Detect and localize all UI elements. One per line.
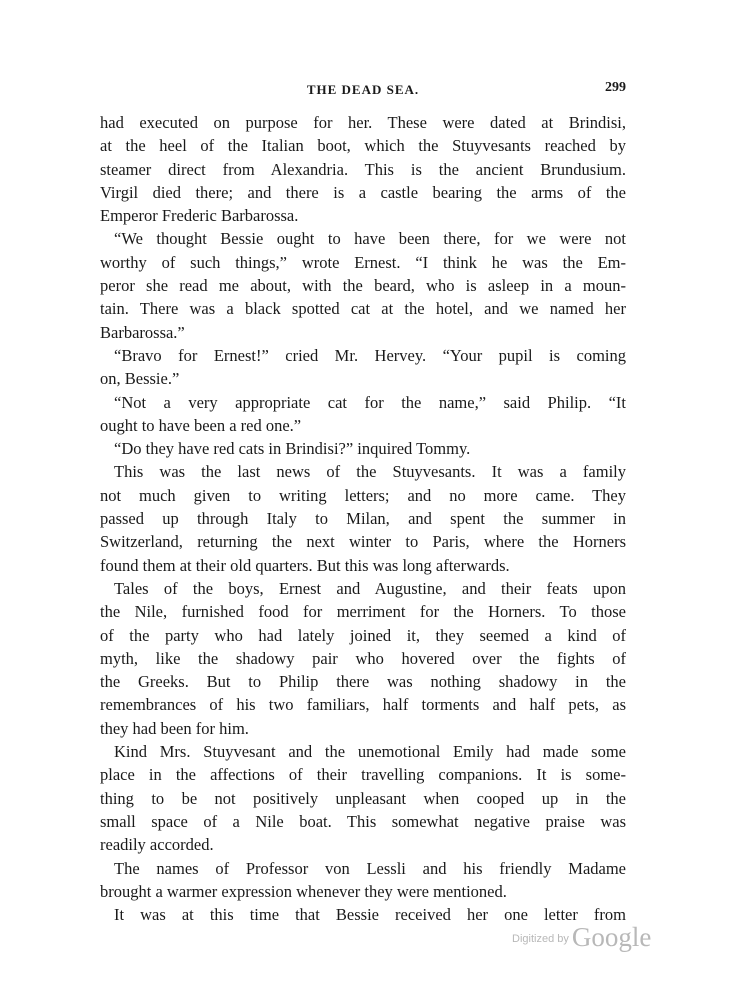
text-line: Barbarossa.” [100, 322, 185, 342]
text-line: at the heel of the Italian boot, which the Stuyvesants reached by [100, 136, 626, 156]
text-line: place in the affections of their travelling companions. It is some- [100, 765, 626, 785]
text-line: brought a warmer expression whenever they were mentioned. [100, 881, 507, 901]
text-line: Tales of the boys, Ernest and Augustine, and their feats upon [114, 578, 626, 598]
text-line: found them at their old quarters. But this was long afterwards. [100, 555, 510, 575]
text-line: Virgil died there; and there is a castle bearing the arms of the [100, 182, 626, 202]
text-line: Switzerland, returning the next winter to Paris, where the Horners [100, 532, 626, 552]
text-line: ought to have been a red one.” [100, 415, 302, 435]
text-line: steamer direct from Alexandria. This is the ancient Brundusium. [100, 159, 626, 179]
running-head: THE DEAD SEA. [306, 82, 420, 97]
text-line: tain. There was a black spotted cat at the hotel, and we named her [100, 299, 626, 319]
text-line: on, Bessie.” [100, 369, 180, 389]
text-line: “Bravo for Ernest!” cried Mr. Hervey. “Your pupil is coming [114, 345, 626, 365]
body-text [100, 111, 626, 926]
text-line: Kind Mrs. Stuyvesant and the unemotional Emily had made some [114, 742, 626, 762]
text-line: Emperor Frederic Barbarossa. [100, 206, 299, 226]
text-line: small space of a Nile boat. This somewhat negative praise was [100, 811, 626, 831]
text-line: “We thought Bessie ought to have been there, for we were not [114, 229, 626, 249]
text-line: passed up through Italy to Milan, and spent the summer in [100, 509, 626, 529]
text-line: worthy of such things,” wrote Ernest. “I think he was the Em- [100, 252, 626, 272]
text-line: remembrances of his two familiars, half torments and half pets, as [100, 695, 626, 715]
text-line: “Not a very appropriate cat for the name,” said Philip. “It [114, 392, 626, 412]
text-line: thing to be not positively unpleasant when cooped up in the [100, 788, 626, 808]
google-logo: Google [571, 922, 652, 952]
text-line: readily accorded. [100, 835, 214, 855]
text-line: they had been for him. [100, 718, 249, 738]
text-line: myth, like the shadowy pair who hovered over the fights of [100, 648, 626, 668]
digitized-by-google-watermark [512, 922, 651, 953]
text-line: “Do they have red cats in Brindisi?” inquired Tommy. [114, 439, 471, 459]
text-line: This was the last news of the Stuyvesants. It was a family [114, 462, 626, 482]
text-line: The names of Professor von Lessli and his friendly Madame [114, 858, 626, 878]
text-line: of the party who had lately joined it, they seemed a kind of [100, 625, 626, 645]
text-line: had executed on purpose for her. These were dated at Brindisi, [100, 113, 626, 132]
page-number: 299 [605, 80, 626, 95]
text-line: the Greeks. But to Philip there was nothing shadowy in the [100, 672, 626, 692]
text-line: the Nile, furnished food for merriment for the Horners. To those [100, 602, 626, 622]
text-line: peror she read me about, with the beard, who is asleep in a moun- [100, 276, 626, 296]
text-line: not much given to writing letters; and no more came. They [100, 485, 626, 505]
page-header [100, 80, 626, 104]
watermark-prefix: Digitized by [512, 933, 569, 945]
text-line: It was at this time that Bessie received her one letter from [114, 905, 626, 925]
